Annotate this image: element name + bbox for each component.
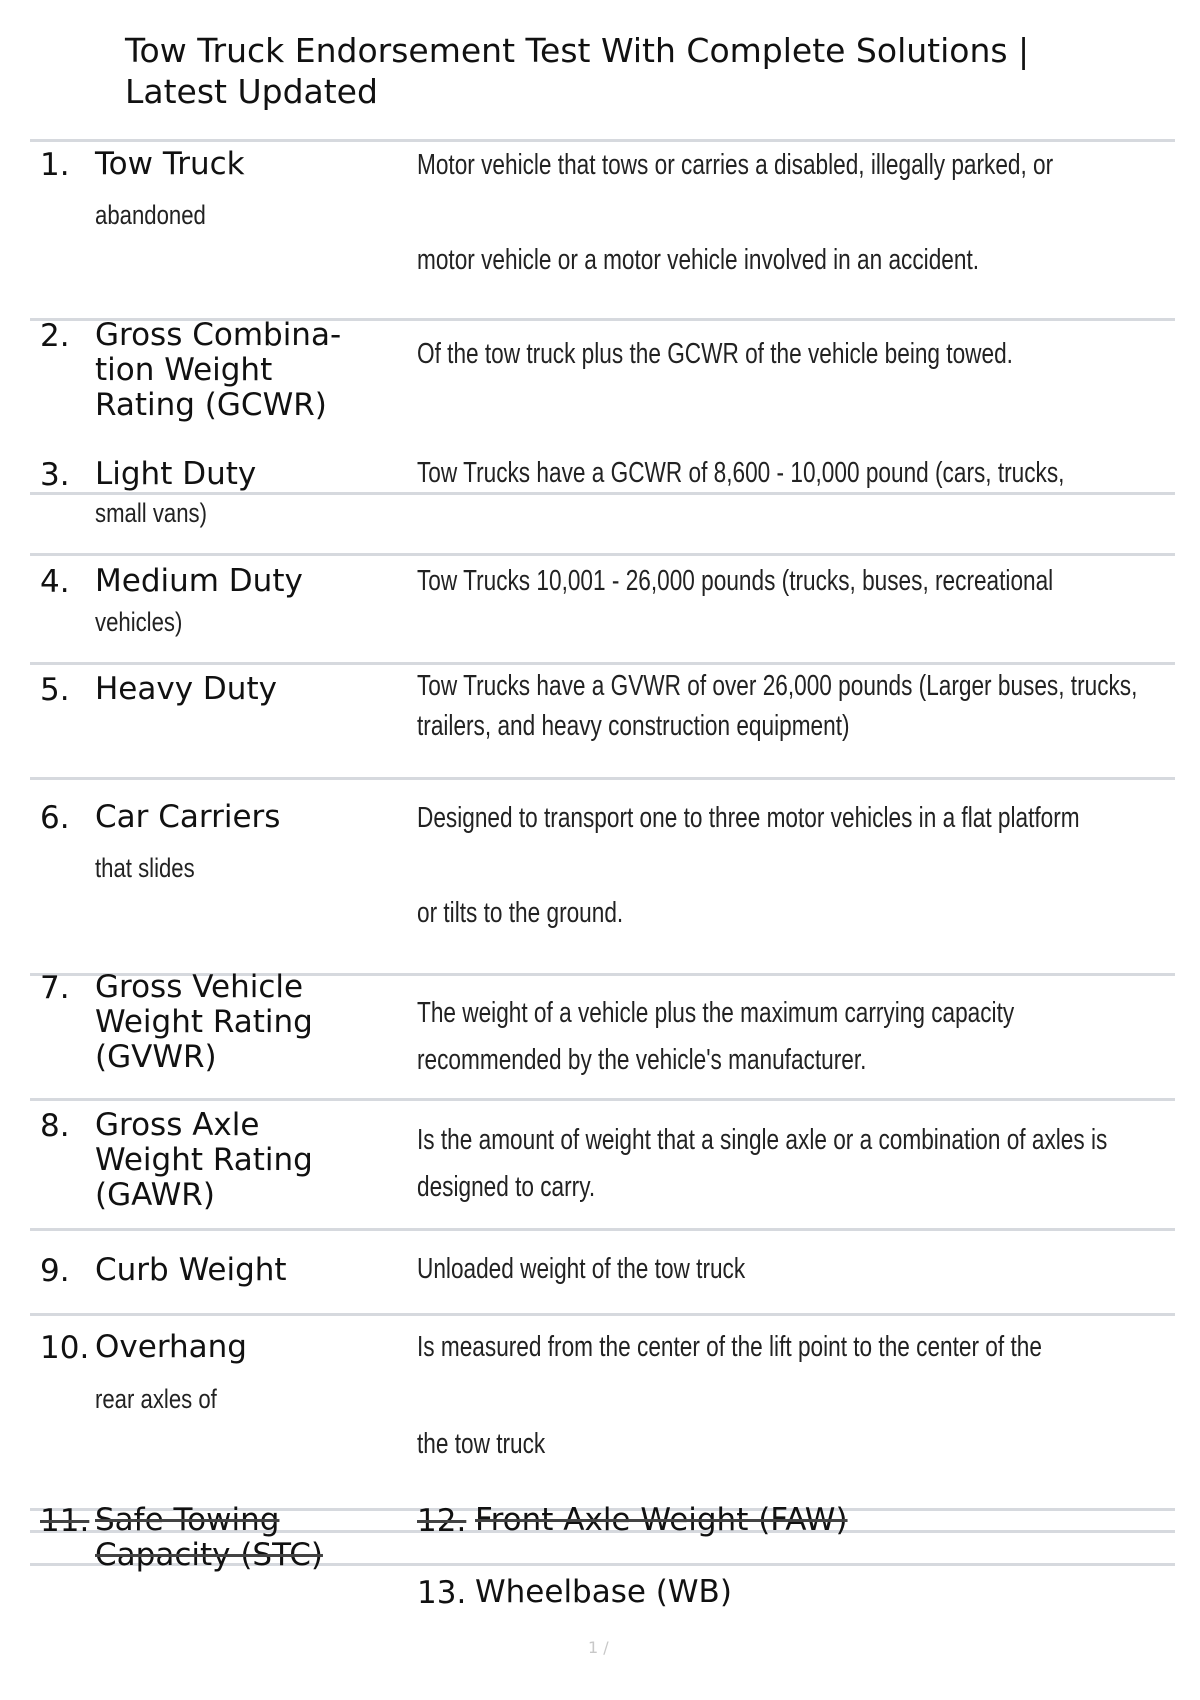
entry-number: 8. [40,1108,70,1144]
entry-term-continued: small vans) [95,498,207,528]
row-divider [30,1313,1175,1316]
row-divider [30,1228,1175,1231]
entry-definition-line: motor vehicle or a motor vehicle involved in an accident. [417,244,980,276]
entry-term-continued: vehicles) [95,607,183,637]
entry-definition-line: trailers, and heavy construction equipment) [417,710,850,742]
entry-definition-line: designed to carry. [417,1171,596,1203]
row-divider [30,553,1175,556]
entry-definition-line: Designed to transport one to three motor vehicles in a flat platform [417,802,1080,834]
entry-number: 5. [40,672,70,708]
entry-number: 9. [40,1253,70,1289]
entry-definition-line: Is the amount of weight that a single axle or a combination of axles is [417,1124,1108,1156]
entry-number: 6. [40,800,70,836]
entry-term: Curb Weight [95,1252,287,1288]
entry-definition-line: Unloaded weight of the tow truck [417,1253,746,1285]
entry-number: 7. [40,970,70,1006]
entry-number: 4. [40,564,70,600]
entry-term: Medium Duty [95,563,303,599]
entry-definition-line: Tow Trucks have a GCWR of 8,600 - 10,000 pound (cars, trucks, [417,457,1065,489]
entry-term: Tow Truck [95,146,245,182]
entry-term: Gross Vehicle Weight Rating (GVWR) [95,969,313,1075]
row-divider [30,777,1175,780]
entry-definition-line: Tow Trucks 10,001 - 26,000 pounds (trucks, buses, recreational [417,565,1054,597]
entry-term-continued: rear axles of [95,1384,217,1414]
entry-term: Light Duty [95,456,257,492]
entry-term: Safe Towing Capacity (STC) [95,1502,323,1573]
entry-term: Heavy Duty [95,671,277,707]
entry-term: Front Axle Weight (FAW) [475,1502,848,1538]
entry-definition-line: Tow Trucks have a GVWR of over 26,000 pounds (Larger buses, trucks, [417,670,1138,702]
entry-definition-line: or tilts to the ground. [417,897,624,929]
document-title: Tow Truck Endorsement Test With Complete Solutions | Latest Updated [125,31,1030,111]
entry-term: Gross Combina- tion Weight Rating (GCWR) [95,317,342,423]
entry-number: 3. [40,457,70,493]
entry-term-continued: that slides [95,853,195,883]
entry-term: Overhang [95,1329,247,1365]
entry-term-continued: abandoned [95,200,206,230]
entry-term: Wheelbase (WB) [475,1574,732,1610]
entry-definition-line: Is measured from the center of the lift point to the center of the [417,1331,1042,1363]
entry-number: 10. [40,1330,90,1366]
entry-definition-line: recommended by the vehicle's manufacturer. [417,1044,867,1076]
entry-number: 13. [417,1575,467,1611]
entry-number: 2. [40,318,70,354]
entry-number: 1. [40,147,70,183]
row-divider [30,1098,1175,1101]
entry-number: 11. [40,1503,90,1539]
row-divider [30,662,1175,665]
entry-definition-line: the tow truck [417,1428,546,1460]
entry-number: 12. [417,1503,467,1539]
entry-definition-line: Of the tow truck plus the GCWR of the vehicle being towed. [417,338,1013,370]
entry-term: Gross Axle Weight Rating (GAWR) [95,1107,313,1213]
entry-term: Car Carriers [95,799,281,835]
entry-definition-line: Motor vehicle that tows or carries a disabled, illegally parked, or [417,149,1054,181]
entry-definition-line: The weight of a vehicle plus the maximum carrying capacity [417,997,1015,1029]
page-number: 1 / [588,1638,609,1657]
